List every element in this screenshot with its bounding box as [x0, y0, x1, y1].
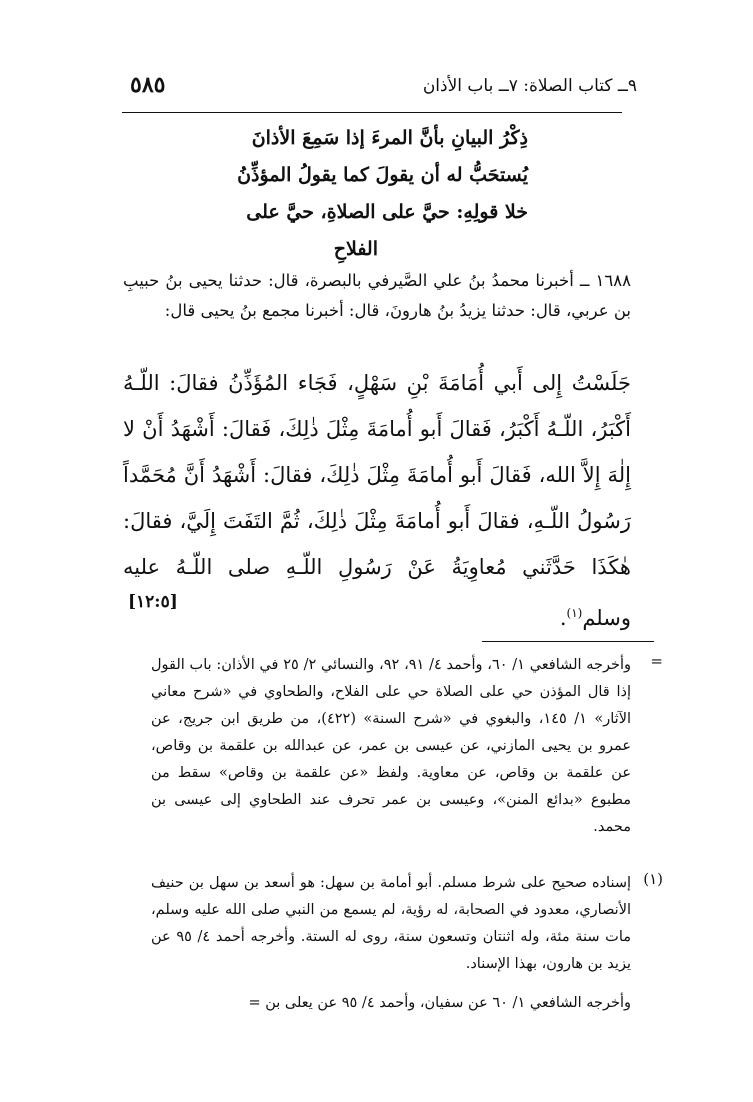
- chapter-header: ٩ــ كتاب الصلاة: ٧ــ باب الأذان: [422, 76, 637, 96]
- heading-line-1: ذِكْرُ البيانِ بأنَّ المرءَ إذا سَمِعَ الأذانَ: [251, 127, 528, 149]
- heading-line-3: خلا قولِهِ: حيَّ على الصلاةِ، حيَّ على: [246, 201, 528, 223]
- header-rule: [122, 112, 622, 113]
- page-number: ٥٨٥: [130, 72, 166, 98]
- footnote-continued: وأخرجه الشافعي ١/ ٦٠، وأحمد ٤/ ٩١، ٩٢، والنسائي ٢/ ٢٥ في الأذان: باب القول إذا قال المؤذن حي على الصلاة حي على الفلاح، والطحاوي في «شرح معاني الآثار» ١/ ١٤٥، والبغوي في «شرح السنة» (٤٢٢)، من طريق ابن جريج، عن عمرو بن يحيى المازني، عن عيسى بن عمر، عن عبدالله بن علقمة بن وقاص، عن علقمة بن وقاص، عن معاوية. ولفظ «عن علقمة بن وقاص» سقط من مطبوع «بدائع المنن»، وعيسى بن عمر تحرف عند الطحاوي إلى عيسى بن محمد.: [151, 657, 632, 835]
- section-heading: [228, 120, 528, 268]
- heading-line-4: الفلاحِ: [333, 238, 378, 260]
- matn-text: جَلَسْتُ إِلى أَبي أُمَامَةَ بْنِ سَهْلٍ، فَجَاء المُؤَذِّنُ فقالَ: اللّـهُ أَكْبَرُ، اللّـهُ أَكْبَرُ، فَقالَ أَبو أُمامَةَ مِثْلَ ذٰلِكَ، فَقالَ: أَشْهَدُ أَنْ لا إِلٰهَ إِلاَّ الله، فَقالَ أَبو أُمامَةَ مِثْلَ ذٰلِكَ، فقالَ: أَشْهَدُ أَنَّ مُحَمَّداً رَسُولُ اللّـهِ، فقالَ أَبو أُمامَةَ مِثْلَ ذٰلِكَ، ثُمَّ التَفَتَ إِلَيَّ، فقالَ: هٰكَذَا حَدَّثَني مُعاوِيَةُ عَنْ رَسُولِ اللّـهِ صلى اللّـهُ عليه وسلم: [123, 371, 631, 630]
- hadith-isnad: ١٦٨٨ ــ أخبرنا محمدُ بنُ علي الصَّيرفي بالبصرة، قال: حدثنا يحيى بنُ حبيبِ بن عربي، قال: حدثنا يزيدُ بنُ هارونَ، قال: أخبرنا مجمع بنُ يحيى قال:: [123, 271, 631, 320]
- footnote-continuation-mark: =: [650, 652, 663, 670]
- hadith-matn: [123, 360, 631, 641]
- footnote-rule: [482, 641, 654, 642]
- footnote-number: (١): [643, 870, 663, 888]
- footnote-1-continued: وأخرجه الشافعي ١/ ٦٠ عن سفيان، وأحمد ٤/ ٩٥ عن يعلى بن =: [248, 995, 631, 1011]
- footnote-1: إسناده صحيح على شرط مسلم. أبو أمامة بن سهل: هو أسعد بن سهل بن حنيف الأنصاري، معدود في الصحابة، له رؤية، لم يسمع من النبي صلى الله عليه وسلم، مات سنة مئة، وله اثنتان وتسعون سنة، روى له الستة. وأخرجه أحمد ٤/ ٩٥ عن يزيد بن هارون، بهذا الإسناد.: [151, 875, 631, 972]
- footnote-marker: (١): [566, 606, 583, 620]
- reference-number: [١٢:٥]: [128, 592, 178, 612]
- matn-end: .: [559, 606, 567, 630]
- heading-line-2: يُستحَبُّ له أن يقولَ كما يقولُ المؤذِّنُ: [237, 164, 528, 186]
